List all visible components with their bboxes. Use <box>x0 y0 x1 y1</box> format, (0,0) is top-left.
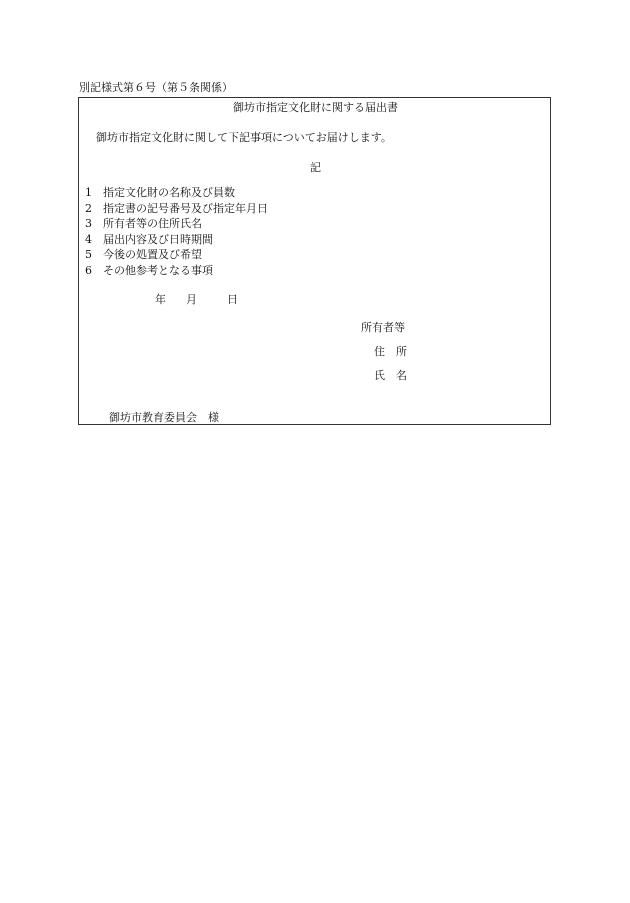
item-text: 所有者等の住所氏名 <box>103 217 202 230</box>
owner-label: 所有者等 <box>361 321 405 334</box>
name-label: 氏 名 <box>374 369 407 382</box>
item-text: 今後の処置及び希望 <box>103 248 202 261</box>
item-number: 1 <box>85 186 92 199</box>
addressee: 御坊市教育委員会 様 <box>109 411 219 424</box>
list-item <box>85 218 268 234</box>
address-label: 住 所 <box>374 345 407 358</box>
date-month-label: 月 <box>186 293 197 306</box>
item-text: 指定文化財の名称及び員数 <box>103 186 235 199</box>
intro-text: 御坊市指定文化財に関して下記事項についてお届けします。 <box>96 131 392 144</box>
list-item <box>85 265 268 281</box>
list-item <box>85 187 268 203</box>
list-item <box>85 249 268 265</box>
item-number: 4 <box>85 232 92 246</box>
item-number: 3 <box>85 217 92 230</box>
item-number: 5 <box>85 248 92 261</box>
date-year-label: 年 <box>155 293 166 306</box>
date-day-label: 日 <box>227 293 238 306</box>
form-code: 別記様式第６号（第５条関係） <box>79 81 233 94</box>
form-title: 御坊市指定文化財に関する届出書 <box>233 101 398 114</box>
item-list <box>85 187 268 280</box>
item-number: 2 <box>85 201 92 215</box>
item-text: 指定書の記号番号及び指定年月日 <box>103 201 268 215</box>
list-item <box>85 203 268 219</box>
item-text: その他参考となる事項 <box>103 263 213 277</box>
item-text: 届出内容及び日時期間 <box>103 232 213 246</box>
ki-heading: 記 <box>310 161 321 174</box>
item-number: 6 <box>85 263 92 277</box>
form-frame <box>78 97 551 425</box>
list-item <box>85 234 268 250</box>
